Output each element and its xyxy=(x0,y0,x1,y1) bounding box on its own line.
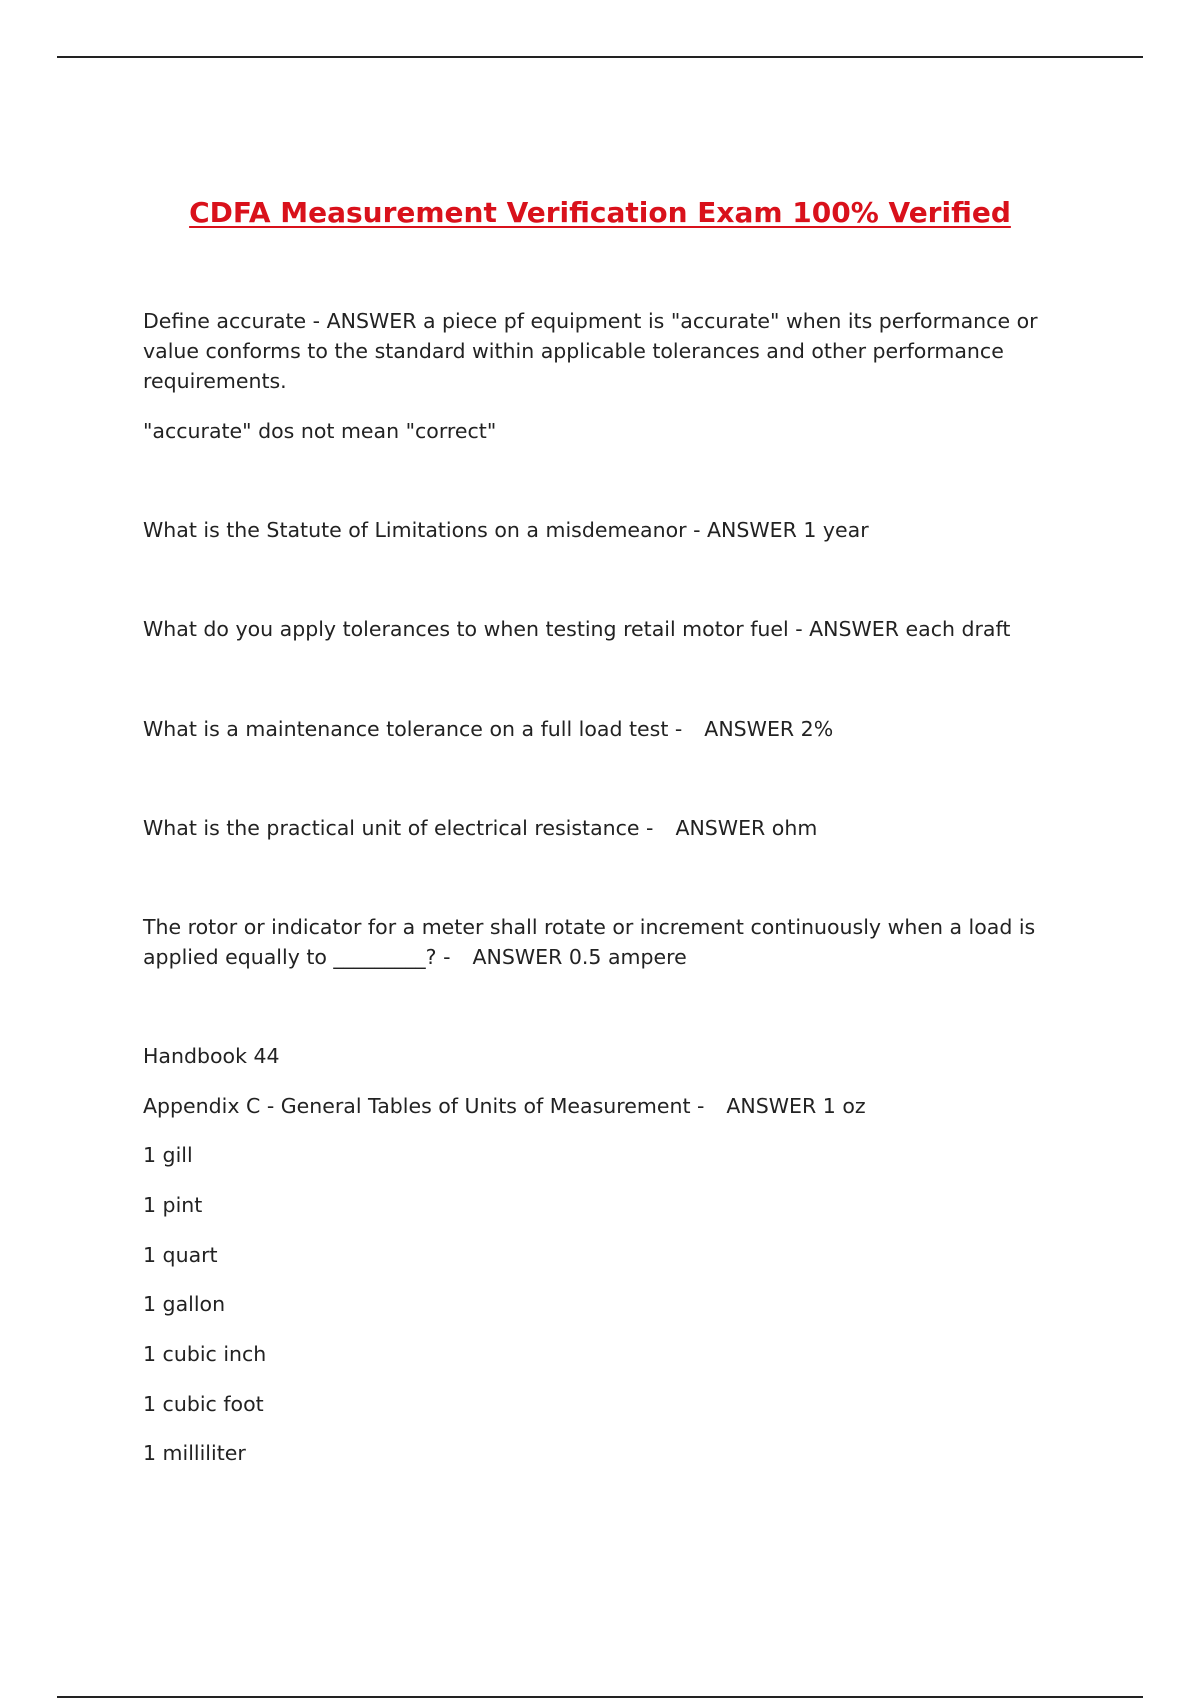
qa-line xyxy=(143,614,1083,644)
document-title xyxy=(0,196,1200,229)
qa-question: What is a maintenance tolerance on a full load test - xyxy=(143,717,683,741)
qa-question: applied equally to _________? - xyxy=(143,945,451,969)
qa-answer: ANSWER 2% xyxy=(704,717,834,741)
unit-line xyxy=(143,1289,1083,1319)
qa-text: Handbook 44 xyxy=(143,1044,280,1068)
qa-answer: ANSWER ohm xyxy=(675,816,818,840)
qa-answer: ANSWER 1 oz xyxy=(726,1094,866,1118)
qa-line xyxy=(143,306,1083,336)
unit-line xyxy=(143,1389,1083,1419)
qa-line xyxy=(143,714,1083,744)
qa-answer: ANSWER 0.5 ampere xyxy=(472,945,687,969)
qa-line xyxy=(143,416,1083,446)
qa-text: What is the Statute of Limitations on a misdemeanor - ANSWER 1 year xyxy=(143,518,869,542)
unit-line xyxy=(143,1438,1083,1468)
unit-line xyxy=(143,1140,1083,1170)
qa-question: Appendix C - General Tables of Units of Measurement - xyxy=(143,1094,705,1118)
unit-text: 1 pint xyxy=(143,1193,203,1217)
qa-line xyxy=(143,942,1083,972)
qa-text: Define accurate - ANSWER a piece pf equipment is "accurate" when its performance or xyxy=(143,309,1038,333)
unit-line xyxy=(143,1240,1083,1270)
qa-question: What is the practical unit of electrical resistance - xyxy=(143,816,654,840)
qa-text: "accurate" dos not mean "correct" xyxy=(143,419,497,443)
qa-line xyxy=(143,1041,1083,1071)
qa-text: requirements. xyxy=(143,369,287,393)
unit-text: 1 cubic inch xyxy=(143,1342,267,1366)
qa-line xyxy=(143,336,1083,366)
qa-line xyxy=(143,515,1083,545)
unit-text: 1 gallon xyxy=(143,1292,226,1316)
footer-rule xyxy=(57,1696,1143,1698)
document-title-text: CDFA Measurement Verification Exam 100% Verified xyxy=(189,196,1011,229)
header-rule xyxy=(57,56,1143,58)
qa-line xyxy=(143,1091,1083,1121)
unit-line xyxy=(143,1339,1083,1369)
unit-text: 1 quart xyxy=(143,1243,218,1267)
unit-text: 1 cubic foot xyxy=(143,1392,264,1416)
unit-text: 1 gill xyxy=(143,1143,193,1167)
qa-line xyxy=(143,366,1083,396)
qa-line xyxy=(143,813,1083,843)
qa-line xyxy=(143,912,1083,942)
qa-text: The rotor or indicator for a meter shall rotate or increment continuously when a load is xyxy=(143,915,1036,939)
qa-text: What do you apply tolerances to when testing retail motor fuel - ANSWER each draft xyxy=(143,617,1011,641)
unit-text: 1 milliliter xyxy=(143,1441,246,1465)
qa-text: value conforms to the standard within applicable tolerances and other performance xyxy=(143,339,1004,363)
unit-line xyxy=(143,1190,1083,1220)
